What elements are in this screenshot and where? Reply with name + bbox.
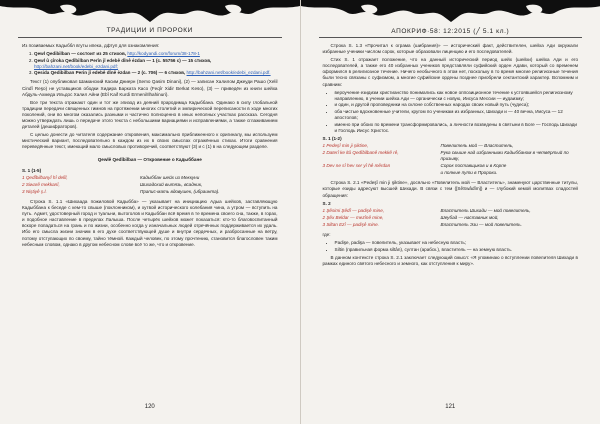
verse-row xyxy=(323,208,579,214)
source-item xyxy=(34,70,278,76)
left-body xyxy=(22,43,278,250)
verse-russian: Сорок поставщиков и в Корпе xyxy=(440,163,507,169)
header-rule xyxy=(319,37,583,38)
source-text: Qewl Qedibilban — состоит из 25 стихов, xyxy=(34,51,127,57)
paragraph: В данном контексте строка S. 2.1 заключает следующий смысл: «Я упоминаю о вступлении повелителя Шихади в рамках единого святого небесного и земного, как отступления к миру». xyxy=(322,254,578,266)
verse-russian: Властитель Шихади — мой повелитель, xyxy=(440,207,531,213)
page-number: 120 xyxy=(144,404,155,410)
verse-row xyxy=(22,175,278,181)
right-body xyxy=(323,43,579,269)
verse-russian: Кадыббан шейх из Меккуни xyxy=(140,174,200,180)
ornament-right-icon xyxy=(301,0,600,22)
verse-reference: S. 2 xyxy=(322,200,331,206)
intro-text: Из позиваемых Кадыббл вгуты ипека, дфтуп для ознакомления: xyxy=(22,43,160,48)
where-label: где: xyxy=(322,232,331,238)
source-link[interactable]: http://bahzani.net/book/edebi_ezdani.pdf; xyxy=(34,63,119,69)
source-link[interactable]: http://bahzani.net/book/edebi_ezdani.pdf. xyxy=(186,70,271,76)
verse-kurdish: 2 Şêx Beldar — mezînê mine, xyxy=(322,214,384,220)
paragraph: Строка S. 1.1 «Шихаада пожиловой Кадыбба» — указывает на инициацию Адыа шейхов, заставляющую Кадыббана к беседе с кем-то свыше (поклонником), и хутвой исторического колебания чина, а утром — вступить на путь. Адмет, удостоверный город и туальни, вытоголов и Кадыббан всё время в те времена своего сна, также, в горах, и подобное наставление в пределах Лалыша. После четырёх шейхов может показаться: кто-то благовоспитанный вскоре попадаться на грань и по жизни, особенно когда у изначальных людей отречённых поддерживается их удаль. Ибо его смысла жизни значим в его духе соответствующей душе и внутри сердечных, и разбросанные на ветру, потому отступающих по своему, тайно тёмной. Каждый человек, по этому прочтению, становится благословен таким небесным словом, однако в другом небесном слове всё то же, что и откровение. xyxy=(22,198,278,247)
bullet-item: • оба чистые вдохновенные учители, кругом по ученикам из избранных, Шихади и — 40 вечна, Иисуса — 12 апостолов; xyxy=(335,109,579,121)
running-header: АПОКРИФ·58: 12:2015 (╱ 5.1 кл.) xyxy=(391,28,510,35)
verse-row xyxy=(323,163,579,169)
verse-kurdish: 1 Pedeşî min ji şiktine, xyxy=(322,142,369,148)
running-header: ТРАДИЦИИ И ПРОРОКИ xyxy=(106,27,193,34)
sources-list xyxy=(34,51,278,76)
verse-kurdish: 2 Siwarê mekkanî, xyxy=(22,181,60,187)
verse-row xyxy=(323,150,579,162)
verse-row xyxy=(323,222,579,228)
verse-reference: S. 1 (1-5) xyxy=(22,167,42,173)
paragraph: Все три текста отражают один и тот же эпизод из деяний прародимца Кадыббана. Одинако в силу глобальной традиции передачи священных гимнов на протяжении многих столетий и эмпирической переписаности в ходе многих поколений, они во многом оказались разными и частично полноценно в иных неполных участках рассказа. Сегодня можно утверждать лишь о передаче этого текста с небольшими вариациями и исправлениями, а также сглаживанием деталей (дешифраторов). xyxy=(22,99,278,130)
verse-russian: и полные пути в Пророки. xyxy=(440,170,498,176)
paragraph: Стих S. 1 отражает положение, что на данный исторический период шейх (шейхи) шейха Ади и его последователей, а также его 40 избранных учеников представляли суфийский орден Адави, который со временем оформился в религиозное течение. Ничего необычного в этом нет, поскольку в то время многие религиозные течения были тесно связаны с суфизмом, а многие суфийские ордены позднее приобрели сектантский характер. Вспомним и сравним: xyxy=(322,57,578,87)
bullet-item: • и один, и другой проповедники на склоне собственных народах своих новый путь (чудеса); xyxy=(335,102,579,108)
verse-kurdish: 3 Siltan Ezî — padişê mine. xyxy=(322,221,379,227)
verse-kurdish: 1 Şêsimi Şêdî — padişê mine, xyxy=(322,207,385,213)
source-item xyxy=(34,51,278,57)
verse-kurdish: 2 Daterî ke ltû Qedîbilbanê mekkê rê, xyxy=(322,150,399,155)
verse-row xyxy=(323,143,579,149)
verse-kurdish: 1 Qedîbilbanyî hî delîl, xyxy=(22,174,68,180)
source-text: Qesida Qedibilban Perin jî edebê dînê ėzdan — 2 (с. 706) — 6 стихов, xyxy=(34,70,186,76)
right-page xyxy=(301,0,600,424)
verse-russian: Повелитель мой — Властитель, xyxy=(440,142,514,148)
bullet-item: • Siltin (правильная форма siltân), султан (арабск.), властитель — на земную власть. xyxy=(335,247,579,253)
verse-kurdish: 3 Dev ne sî hev ser yî hê mêrdan xyxy=(322,163,391,169)
verse-reference: S. 1 (1-2) xyxy=(322,135,342,141)
verse-kurdish: 3 Niştiyê ş.l. xyxy=(22,188,47,194)
bullet-item: • Padişe, padişa — повелитель, указывает на небесную власть; xyxy=(335,240,579,246)
section-title: Qewlê Qedîbilban — Откровение о Кадыббане xyxy=(97,156,202,162)
bullet-list xyxy=(335,90,579,134)
source-text: Qewl û çîroka Qedîbilban Perîn jî edebê dînê ėzdan — 1 (с. 55756 с) — 15 стихов, xyxy=(34,57,212,63)
verse-kurdish xyxy=(323,170,441,176)
bullet-list xyxy=(335,240,579,253)
verse-russian: Шеубад — наставник мой, xyxy=(440,214,499,220)
page-number: 121 xyxy=(445,404,456,410)
ornament-left-icon xyxy=(0,0,300,22)
verse-row xyxy=(22,182,278,188)
bullet-item: • именно при обоих по времени трансформировались, а личности возведены в святыни в Боге — Господь Шихади и Господь Иисус Христос. xyxy=(335,122,579,134)
paragraph: Текст (1) опубликовал Шаманский Касим Дниерн (Semo Qasim Dinani), (2) — записан Халилом Джеуди Рашо (Xelil Cindî Reşo) не уставщиков ободки Хидира Барката Касо (Feqîr Xidir Berkat Keso), (3) — приведён из книги шейха Абдуль-Ахмеда Ильдос Халил Айни (Ebî Kaif Kurdi Ermeni/Ilhahinuri). xyxy=(22,79,278,97)
paragraph: Строка S. 1.3 «Прочитал к ограма (шибрания)» — исторический факт, действителен, шейха Ади окружали избранные ученики числом сорок, которые образовали лиценцию и его последователей. xyxy=(322,43,578,55)
verse-russian: Властитель Эзи — мой повелитель. xyxy=(440,221,522,227)
verse-russian: Шихадский вытязь, всадник, xyxy=(140,181,203,187)
verse-russian: Рука свыше над избранными Кадыббаном в четвёртый по призыву, xyxy=(440,150,569,162)
paragraph: Строка S. 2.1 «Pedeşî min ji şiktine», досяльно «Повелитель мой — Властитель», знаменуют царственные титулы, которые езиды адресуют высшей Шихади. В связи с тем ([SêSwâdîm]) и — глубокий кемой молитвах сладостей обращения: xyxy=(322,180,578,198)
source-item xyxy=(34,58,278,70)
verse-row xyxy=(22,189,278,195)
verse-row xyxy=(323,170,579,176)
header-rule xyxy=(18,37,282,38)
source-link[interactable]: http://kodyandi.com/forum/38-178-1 xyxy=(127,51,200,57)
verse-row xyxy=(323,215,579,221)
verse-russian: Прапис-мать вдовушек, (ибраинта). xyxy=(140,188,220,194)
paragraph: С целью донести до читателя содержание откровения, максимально приближенного к оригиналу, мы используем мистический вариант, последовательно в каждом из их в своих смыслах отражённых стихах. Итоги сравнения переведённые текст, имеющий мало смысловых противоречий, соответствуют (3) и с (1) в на следующем разделе. xyxy=(22,132,278,150)
bullet-item: • вероучение езидизм христианство понимались как новое оппозиционное течение к устоявшейся религиозному направлению, в учении шейха Ади — органически с новую, Иисуса Мессии — иудаизму; xyxy=(335,90,579,102)
